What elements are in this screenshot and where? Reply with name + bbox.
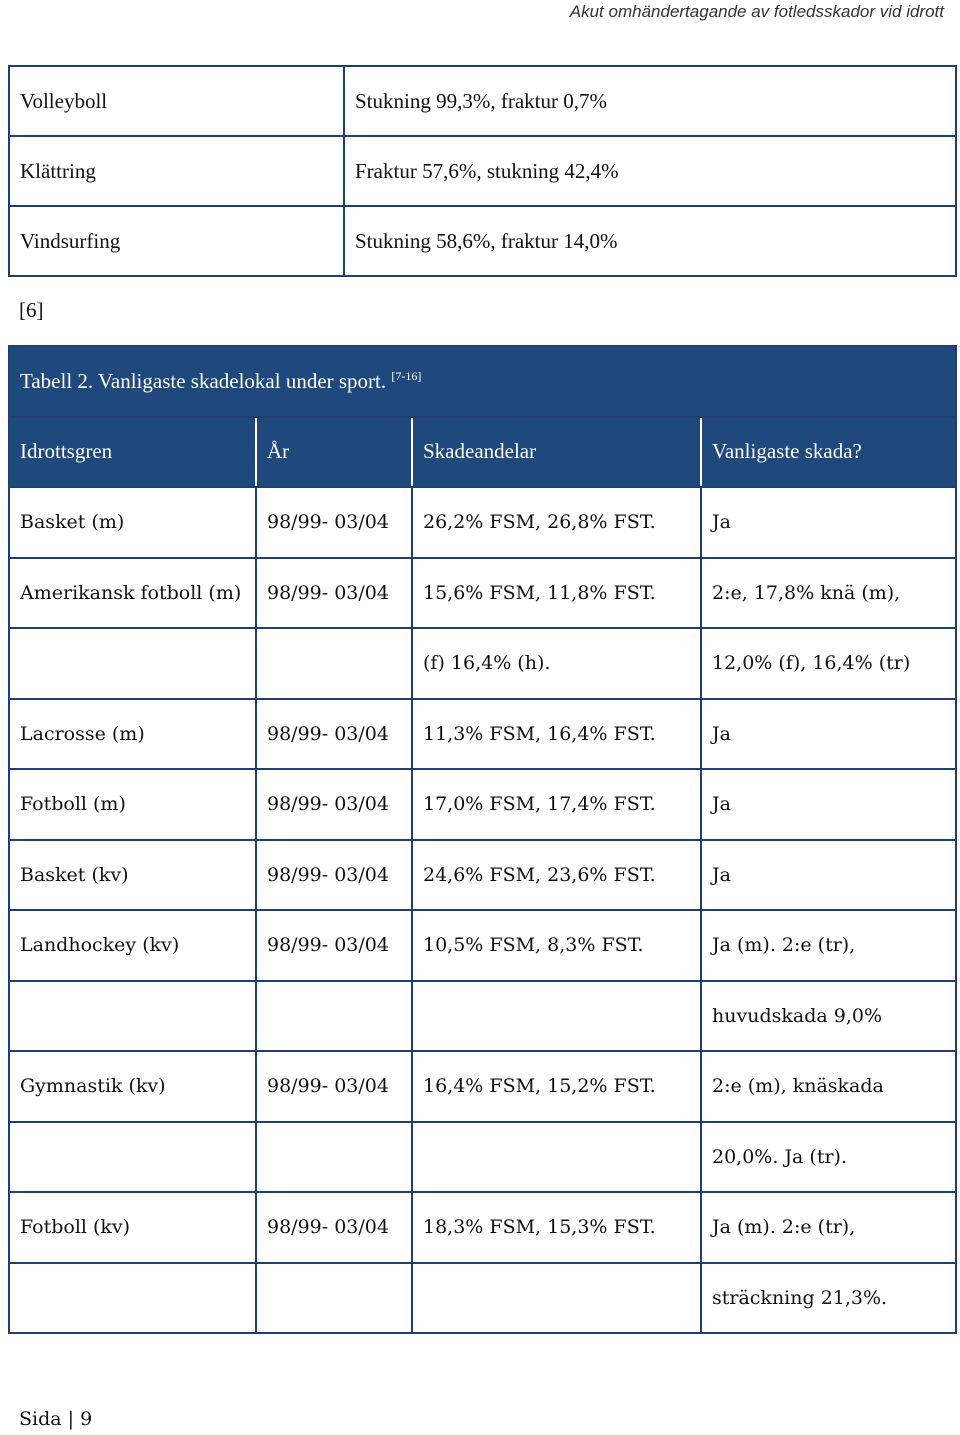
sport-cell: Gymnastik (kv) [9,1051,256,1122]
most-common-cell: 12,0% (f), 16,4% (tr) [701,628,956,699]
injury-share-cell: 18,3% FSM, 15,3% FST. [412,1192,701,1263]
injury-share-cell: 17,0% FSM, 17,4% FST. [412,769,701,840]
most-common-cell: Ja [701,769,956,840]
table-row [9,136,956,206]
injury-type-table [8,65,957,277]
year-cell: 98/99- 03/04 [256,910,412,981]
column-header-sport: Idrottsgren [9,417,256,488]
injury-share-cell: 10,5% FSM, 8,3% FST. [412,910,701,981]
sport-cell: Volleyboll [9,66,344,136]
page-number: Sida | 9 [19,1408,93,1430]
injury-share-cell: 11,3% FSM, 16,4% FST. [412,699,701,770]
year-cell [256,628,412,699]
table-caption [9,346,956,417]
sport-cell: Amerikansk fotboll (m) [9,558,256,629]
table-row [9,558,956,629]
year-cell: 98/99- 03/04 [256,840,412,911]
table-row [9,487,956,558]
most-common-cell: sträckning 21,3%. [701,1263,956,1334]
sport-cell: Basket (m) [9,487,256,558]
injury-share-cell: 24,6% FSM, 23,6% FST. [412,840,701,911]
caption-reference: [7-16] [391,368,422,383]
year-cell: 98/99- 03/04 [256,1192,412,1263]
sport-cell [9,981,256,1052]
running-header: Akut omhändertagande av fotledsskador vid idrott [569,2,944,21]
sport-cell: Vindsurfing [9,206,344,276]
injury-type-cell: Stukning 58,6%, fraktur 14,0% [344,206,956,276]
injury-share-cell: 16,4% FSM, 15,2% FST. [412,1051,701,1122]
most-common-cell: Ja [701,699,956,770]
column-header-injury-share: Skadeandelar [412,417,701,488]
sport-cell [9,628,256,699]
injury-share-cell [412,1263,701,1334]
table-row [9,769,956,840]
injury-share-cell: (f) 16,4% (h). [412,628,701,699]
sport-cell: Fotboll (m) [9,769,256,840]
table-header-row [9,417,956,488]
year-cell: 98/99- 03/04 [256,769,412,840]
most-common-cell: Ja (m). 2:e (tr), [701,1192,956,1263]
column-header-most-common: Vanligaste skada? [701,417,956,488]
year-cell: 98/99- 03/04 [256,1051,412,1122]
most-common-cell: Ja (m). 2:e (tr), [701,910,956,981]
year-cell [256,1263,412,1334]
table-row [9,206,956,276]
sport-cell: Lacrosse (m) [9,699,256,770]
table-row [9,840,956,911]
sport-cell: Landhockey (kv) [9,910,256,981]
table-row [9,66,956,136]
most-common-cell: huvudskada 9,0% [701,981,956,1052]
injury-share-cell [412,981,701,1052]
most-common-cell: 20,0%. Ja (tr). [701,1122,956,1193]
sport-cell: Klättring [9,136,344,206]
most-common-cell: Ja [701,840,956,911]
sport-cell [9,1122,256,1193]
table-caption-row [9,346,956,417]
most-common-cell: 2:e, 17,8% knä (m), [701,558,956,629]
table-row [9,910,956,981]
sport-cell [9,1263,256,1334]
injury-share-cell [412,1122,701,1193]
source-reference: [6] [19,298,44,322]
most-common-cell: Ja [701,487,956,558]
injury-share-cell: 15,6% FSM, 11,8% FST. [412,558,701,629]
table-row [9,628,956,699]
injury-type-cell: Fraktur 57,6%, stukning 42,4% [344,136,956,206]
table-row [9,1122,956,1193]
year-cell: 98/99- 03/04 [256,558,412,629]
sport-cell: Fotboll (kv) [9,1192,256,1263]
year-cell [256,1122,412,1193]
table-row [9,981,956,1052]
table-row [9,699,956,770]
year-cell: 98/99- 03/04 [256,699,412,770]
year-cell [256,981,412,1052]
table-row [9,1263,956,1334]
column-header-year: År [256,417,412,488]
injury-share-cell: 26,2% FSM, 26,8% FST. [412,487,701,558]
table-row [9,1192,956,1263]
table-caption-text: Tabell 2. Vanligaste skadelokal under sport. [20,368,387,393]
most-common-cell: 2:e (m), knäskada [701,1051,956,1122]
injury-type-cell: Stukning 99,3%, fraktur 0,7% [344,66,956,136]
table-row [9,1051,956,1122]
year-cell: 98/99- 03/04 [256,487,412,558]
sport-cell: Basket (kv) [9,840,256,911]
injury-location-table [8,345,957,1334]
